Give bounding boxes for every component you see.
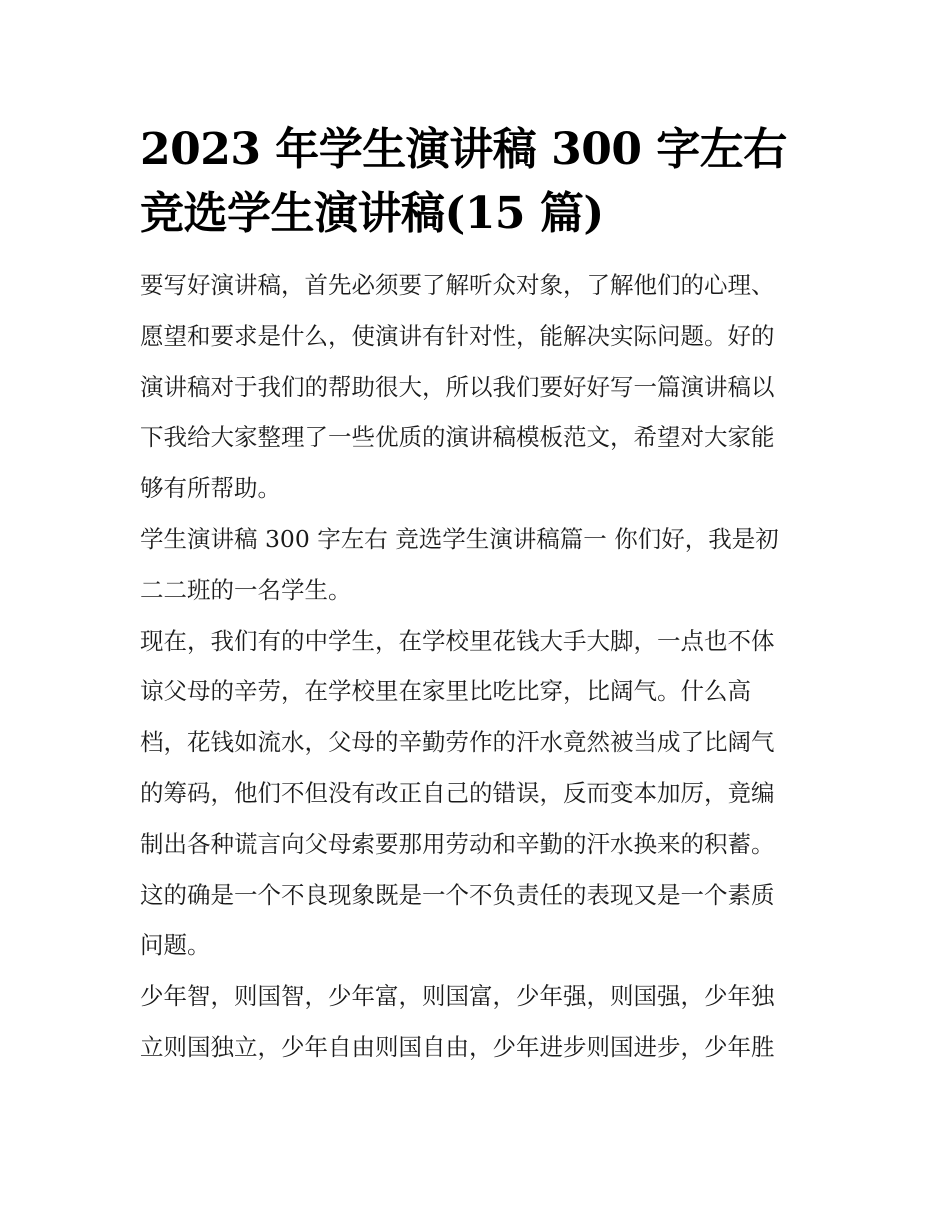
text-line: 的筹码，他们不但没有改正自己的错误，反而变本加厉，竟编 [140, 778, 775, 807]
text-line: 问题。 [140, 931, 211, 960]
text-line: 制出各种谎言向父母索要那用劳动和辛勤的汗水换来的积蓄。 [140, 829, 775, 858]
title-line: 竞选学生演讲稿(15 篇) [140, 188, 604, 239]
text-line: 档，花钱如流水，父母的辛勤劳作的汗水竟然被当成了比阔气 [140, 728, 775, 757]
text-line: 学生演讲稿 300 字左右 竞选学生演讲稿篇一 你们好，我是初 [140, 524, 779, 553]
text-line: 下我给大家整理了一些优质的演讲稿模板范文，希望对大家能 [140, 423, 775, 452]
document-title [140, 118, 812, 246]
paragraph-speech-one-closing [140, 971, 812, 1073]
text-line: 愿望和要求是什么，使演讲有针对性，能解决实际问题。好的 [140, 321, 775, 350]
text-line: 这的确是一个不良现象既是一个不负责任的表现又是一个素质 [140, 880, 775, 909]
text-line: 立则国独立，少年自由则国自由，少年进步则国进步，少年胜 [140, 1032, 775, 1061]
text-line: 少年智，则国智，少年富，则国富，少年强，则国强，少年独 [140, 982, 775, 1011]
text-line: 要写好演讲稿，首先必须要了解听众对象，了解他们的心理、 [140, 271, 775, 299]
paragraph-speech-one-opening [140, 514, 812, 616]
text-line: 现在，我们有的中学生，在学校里花钱大手大脚，一点也不体 [140, 626, 775, 655]
paragraph-speech-one-body [140, 616, 812, 972]
document-page [140, 118, 812, 1073]
title-line: 2023 年学生演讲稿 300 字左右 [140, 124, 787, 175]
text-line: 二二班的一名学生。 [140, 575, 352, 604]
paragraph-intro [140, 260, 812, 514]
text-line: 演讲稿对于我们的帮助很大，所以我们要好好写一篇演讲稿以 [140, 372, 775, 401]
text-line: 够有所帮助。 [140, 474, 281, 503]
text-line: 谅父母的辛劳，在学校里在家里比吃比穿，比阔气。什么高 [140, 677, 751, 706]
